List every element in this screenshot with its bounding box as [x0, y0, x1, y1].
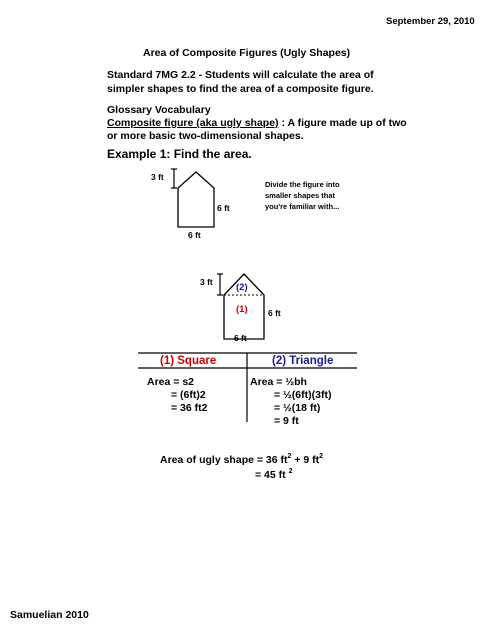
figure2-region2-label: (2) [236, 282, 248, 293]
footer-author: Samuelian 2010 [10, 609, 89, 621]
hint-line-3: you're familiar with... [265, 202, 340, 211]
triangle-line-2: = ½(6ft)(3ft) [274, 389, 332, 401]
date: September 29, 2010 [386, 16, 475, 27]
triangle-line-3: = ½(18 ft) [274, 402, 321, 414]
figure2-height-label: 3 ft [200, 277, 213, 287]
result-sup-1: 2 [287, 453, 292, 460]
result-plus: + 9 ft [291, 454, 320, 466]
result-line-1 [160, 453, 323, 466]
figure2-region1-label: (1) [236, 304, 248, 315]
example-heading: Example 1: Find the area. [107, 147, 252, 161]
hint-line-1: Divide the figure into [265, 180, 340, 189]
glossary-heading: Glossary Vocabulary [107, 104, 211, 116]
glossary-def-2: or more basic two-dimensional shapes. [107, 130, 304, 142]
figure1-shape [178, 172, 214, 227]
result-text-1: Area of ugly shape = 36 ft [160, 454, 288, 466]
triangle-line-4: = 9 ft [274, 415, 299, 427]
page-title: Area of Composite Figures (Ugly Shapes) [143, 47, 351, 59]
figure1-height-label: 3 ft [151, 172, 164, 182]
figure2-side-label: 6 ft [268, 308, 281, 318]
hint-line-2: smaller shapes that [265, 191, 336, 200]
figure1-base-label: 6 ft [188, 230, 201, 240]
figure1-side-label: 6 ft [217, 203, 230, 213]
triangle-line-1: Area = ½bh [250, 376, 307, 388]
result-sup-2: 2 [319, 453, 324, 460]
square-heading: (1) Square [160, 355, 217, 367]
square-line-3: = 36 ft2 [171, 402, 208, 414]
triangle-heading: (2) Triangle [272, 355, 334, 367]
square-line-2: = (6ft)2 [171, 389, 206, 401]
glossary-term: Composite figure (aka ugly shape) [107, 117, 279, 129]
result-line-2 [255, 468, 292, 481]
result-sup-3: 2 [288, 468, 293, 475]
glossary-def-1: : A figure made up of two [278, 117, 407, 129]
standard-line-2: simpler shapes to find the area of a composite figure. [107, 83, 374, 95]
figure2-base-label: 6 ft [234, 333, 247, 343]
result-text-2: = 45 ft [255, 469, 286, 481]
standard-line-1: Standard 7MG 2.2 - Students will calculate the area of [107, 69, 374, 81]
square-line-1: Area = s2 [147, 376, 194, 388]
